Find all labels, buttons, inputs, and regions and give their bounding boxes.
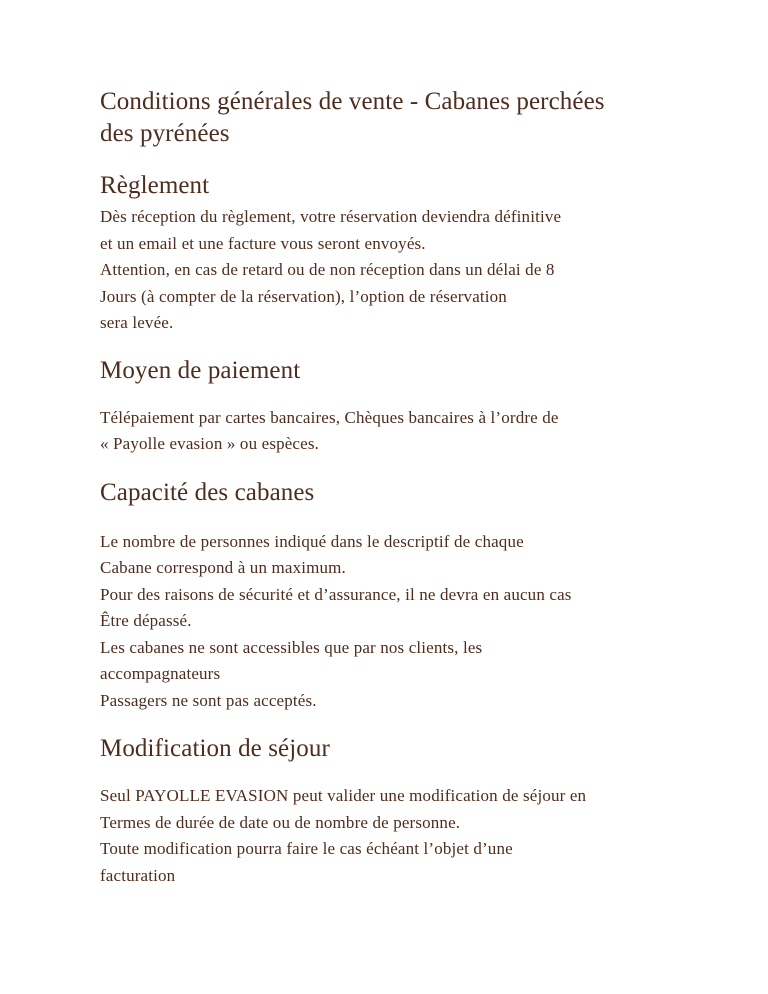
paragraph-line: Jours (à compter de la réservation), l’option de réservation bbox=[100, 286, 507, 306]
section-modification-de-sejour bbox=[100, 733, 700, 889]
section-heading-capacite-des-cabanes: Capacité des cabanes bbox=[100, 478, 315, 506]
document-page bbox=[100, 86, 700, 889]
paragraph-line: Les cabanes ne sont accessibles que par nos clients, les bbox=[100, 637, 483, 657]
paragraph-line: Télépaiement par cartes bancaires, Chèques bancaires à l’ordre de bbox=[100, 407, 559, 427]
paragraph-line: sera levée. bbox=[100, 313, 174, 332]
paragraph-line: et un email et une facture vous seront envoyés. bbox=[100, 233, 426, 253]
paragraph-line: accompagnateurs bbox=[100, 664, 221, 683]
paragraph-line: Termes de durée de date ou de nombre de personne. bbox=[100, 812, 461, 832]
paragraph-line: Dès réception du règlement, votre réservation deviendra définitive bbox=[100, 207, 562, 226]
paragraph-line: Passagers ne sont pas acceptés. bbox=[100, 690, 317, 710]
document-title-line-1: Conditions générales de vente - Cabanes perchées bbox=[100, 88, 605, 115]
section-heading-modification-de-sejour: Modification de séjour bbox=[100, 735, 330, 762]
paragraph-line: Pour des raisons de sécurité et d’assurance, il ne devra en aucun cas bbox=[100, 584, 572, 604]
paragraph-line: facturation bbox=[100, 865, 176, 885]
paragraph-line: Être dépassé. bbox=[100, 611, 192, 630]
paragraph-line: « Payolle evasion » ou espèces. bbox=[100, 434, 319, 453]
document-title bbox=[100, 86, 700, 150]
paragraph-line: Attention, en cas de retard ou de non réception dans un délai de 8 bbox=[100, 260, 555, 279]
paragraph-line: Le nombre de personnes indiqué dans le descriptif de chaque bbox=[100, 531, 524, 551]
paragraph-line: Cabane correspond à un maximum. bbox=[100, 558, 346, 577]
section-moyen-de-paiement bbox=[100, 355, 700, 458]
section-capacite-des-cabanes bbox=[100, 477, 700, 715]
section-heading-moyen-de-paiement: Moyen de paiement bbox=[100, 356, 301, 384]
section-reglement bbox=[100, 170, 700, 337]
paragraph-line: Seul PAYOLLE EVASION peut valider une modification de séjour en bbox=[100, 786, 587, 805]
document-title-line-2: des pyrénées bbox=[100, 120, 230, 147]
paragraph-line: Toute modification pourra faire le cas échéant l’objet d’une bbox=[100, 839, 513, 858]
section-heading-reglement: Règlement bbox=[100, 172, 210, 199]
